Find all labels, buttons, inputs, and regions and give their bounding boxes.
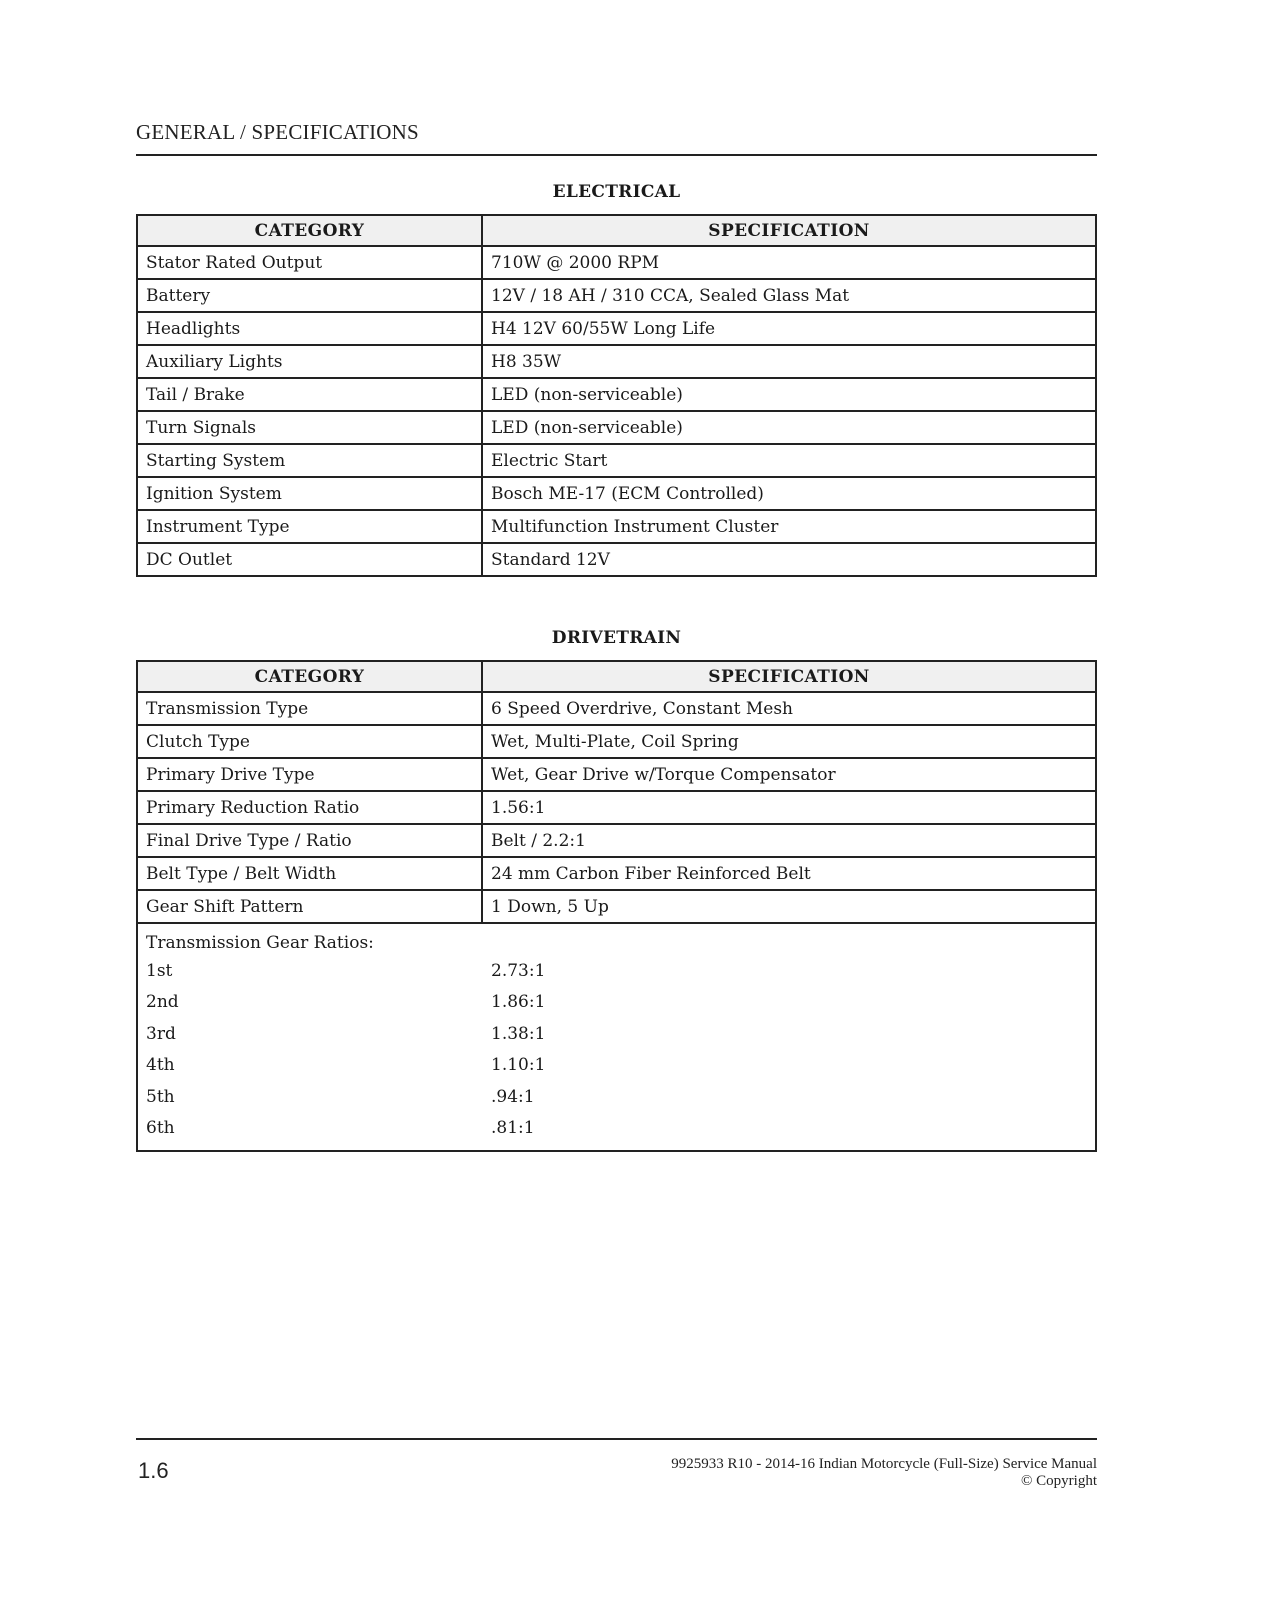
header-divider [136, 154, 1097, 156]
table-header-row [137, 215, 1096, 246]
gear-ratio-item [146, 1082, 1087, 1113]
page-header-title: GENERAL / SPECIFICATIONS [136, 120, 419, 144]
table-row [137, 444, 1096, 477]
table-row [137, 857, 1096, 890]
gear-ratio-value: .94:1 [491, 1086, 535, 1107]
table-row [137, 758, 1096, 791]
spec-cell: Multifunction Instrument Cluster [482, 510, 1096, 543]
spec-cell: 24 mm Carbon Fiber Reinforced Belt [482, 857, 1096, 890]
spec-cell: H8 35W [482, 345, 1096, 378]
gear-name: 4th [146, 1055, 175, 1076]
table-row [137, 791, 1096, 824]
spec-cell: Electric Start [482, 444, 1096, 477]
spec-cell: LED (non-serviceable) [482, 411, 1096, 444]
spec-cell: 1.56:1 [482, 791, 1096, 824]
spec-cell: 12V / 18 AH / 310 CCA, Sealed Glass Mat [482, 279, 1096, 312]
gear-ratio-item [146, 1019, 1087, 1050]
category-cell: DC Outlet [137, 543, 482, 576]
gear-ratio-value: .81:1 [491, 1117, 535, 1138]
table-row [137, 246, 1096, 279]
electrical-section-title: ELECTRICAL [552, 182, 681, 202]
gear-ratio-value: 1.86:1 [491, 992, 546, 1013]
table-row [137, 345, 1096, 378]
gear-name: 3rd [146, 1023, 176, 1044]
category-cell: Auxiliary Lights [137, 345, 482, 378]
footer-copyright: © Copyright [1021, 1473, 1097, 1489]
gear-name: 5th [146, 1086, 175, 1107]
category-cell: Tail / Brake [137, 378, 482, 411]
column-header-specification: SPECIFICATION [482, 215, 1096, 246]
spec-cell: H4 12V 60/55W Long Life [482, 312, 1096, 345]
table-row [137, 378, 1096, 411]
page-number: 1.6 [138, 1458, 169, 1483]
electrical-table [136, 214, 1097, 577]
category-cell: Stator Rated Output [137, 246, 482, 279]
gear-ratio-item [146, 956, 1087, 987]
category-cell: Belt Type / Belt Width [137, 857, 482, 890]
table-row [137, 477, 1096, 510]
category-cell: Primary Reduction Ratio [137, 791, 482, 824]
gear-ratio-value: 1.10:1 [491, 1055, 546, 1076]
gear-ratios-cell [137, 923, 1096, 1151]
table-row [137, 725, 1096, 758]
footer-manual-line: 9925933 R10 - 2014-16 Indian Motorcycle (Full-Size) Service Manual [671, 1456, 1097, 1472]
gear-ratios-row [137, 923, 1096, 1151]
column-header-category: CATEGORY [137, 215, 482, 246]
category-cell: Final Drive Type / Ratio [137, 824, 482, 857]
spec-cell: Bosch ME-17 (ECM Controlled) [482, 477, 1096, 510]
table-row [137, 510, 1096, 543]
spec-cell: Belt / 2.2:1 [482, 824, 1096, 857]
spec-cell: 1 Down, 5 Up [482, 890, 1096, 923]
table-header-row [137, 661, 1096, 692]
category-cell: Transmission Type [137, 692, 482, 725]
table-row [137, 279, 1096, 312]
gear-name: 6th [146, 1117, 175, 1138]
spec-cell: LED (non-serviceable) [482, 378, 1096, 411]
category-cell: Instrument Type [137, 510, 482, 543]
category-cell: Turn Signals [137, 411, 482, 444]
drivetrain-section-title: DRIVETRAIN [551, 628, 682, 648]
category-cell: Ignition System [137, 477, 482, 510]
table-row [137, 692, 1096, 725]
category-cell: Battery [137, 279, 482, 312]
spec-cell: Wet, Gear Drive w/Torque Compensator [482, 758, 1096, 791]
table-row [137, 890, 1096, 923]
spec-cell: 6 Speed Overdrive, Constant Mesh [482, 692, 1096, 725]
spec-cell: 710W @ 2000 RPM [482, 246, 1096, 279]
category-cell: Starting System [137, 444, 482, 477]
table-row [137, 824, 1096, 857]
table-row [137, 312, 1096, 345]
table-row [137, 543, 1096, 576]
gear-ratio-value: 1.38:1 [491, 1023, 546, 1044]
category-cell: Clutch Type [137, 725, 482, 758]
table-row [137, 411, 1096, 444]
footer-manual-info [671, 1456, 1097, 1490]
column-header-category: CATEGORY [137, 661, 482, 692]
spec-cell: Standard 12V [482, 543, 1096, 576]
spec-cell: Wet, Multi-Plate, Coil Spring [482, 725, 1096, 758]
category-cell: Gear Shift Pattern [137, 890, 482, 923]
category-cell: Primary Drive Type [137, 758, 482, 791]
gear-ratio-item [146, 987, 1087, 1018]
category-cell: Headlights [137, 312, 482, 345]
gear-ratio-item [146, 1113, 1087, 1144]
gear-name: 1st [146, 961, 173, 981]
gear-ratio-value: 2.73:1 [491, 961, 546, 981]
gear-ratios-title: Transmission Gear Ratios: [146, 933, 374, 953]
footer-divider [136, 1438, 1097, 1440]
column-header-specification: SPECIFICATION [482, 661, 1096, 692]
gear-ratio-item [146, 1050, 1087, 1081]
gear-name: 2nd [146, 992, 179, 1013]
drivetrain-table [136, 660, 1097, 1152]
